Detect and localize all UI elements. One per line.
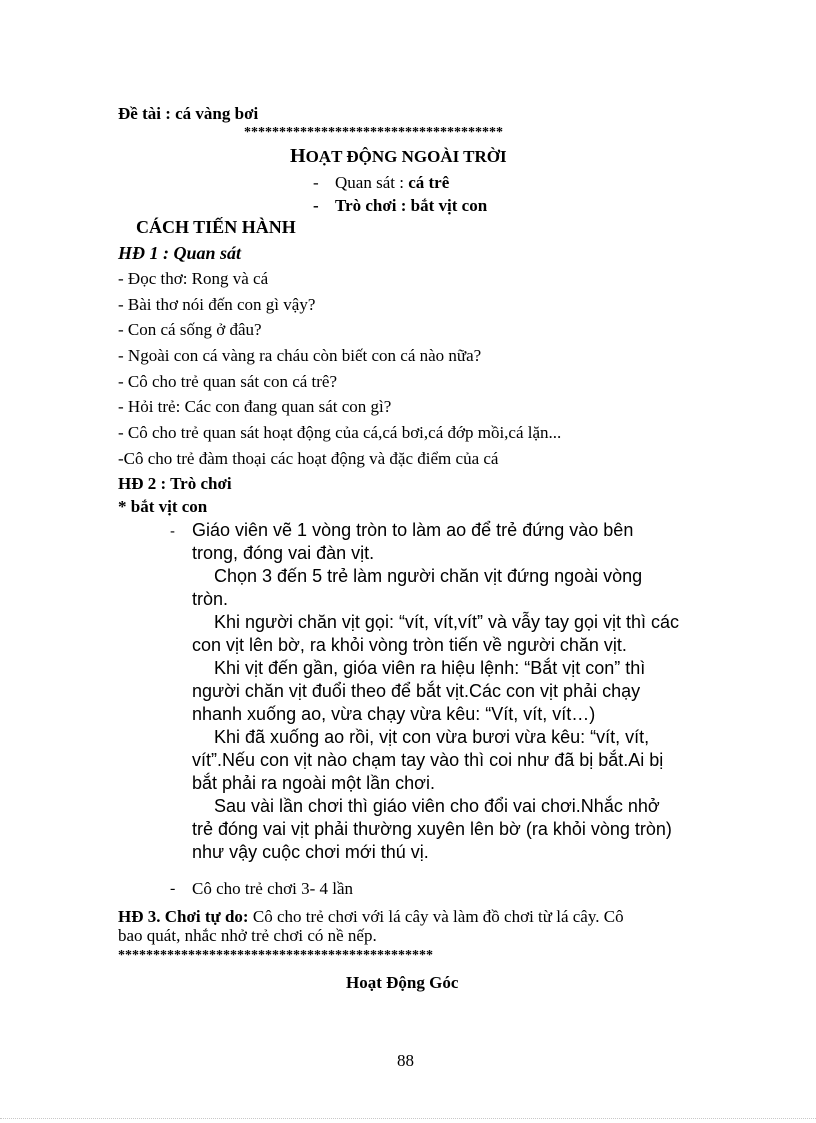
outdoor-bullet-game — [313, 196, 487, 216]
hd3-line-2: bao quát, nhắc nhở trẻ chơi có nề nếp. — [118, 926, 377, 945]
hd2-line: Khi người chăn vịt gọi: “vít, vít,vít” và vẫy tay gọi vịt thì các — [214, 612, 680, 632]
hd2-line: Chọn 3 đến 5 trẻ làm người chăn vịt đứng ngoài vòng — [214, 566, 643, 586]
hd2-line: Sau vài lần chơi thì giáo viên cho đổi vai chơi.Nhắc nhở — [214, 796, 660, 816]
hd2-line: nhanh xuống ao, vừa chạy vừa kêu: “Vít, vít, vít…) — [192, 704, 596, 724]
hd2-line: Giáo viên vẽ 1 vòng tròn to làm ao để trẻ đứng vào bên — [192, 520, 634, 540]
separator-bottom: ********************************************* — [118, 948, 433, 963]
hd1-line: - Cô cho trẻ quan sát con cá trê? — [118, 372, 338, 391]
topic-line — [118, 104, 258, 124]
hd2-repeat-line: Cô cho trẻ chơi 3- 4 lần — [192, 879, 354, 898]
hd2-line: tròn. — [192, 589, 229, 609]
hd1-line: - Hỏi trẻ: Các con đang quan sát con gì? — [118, 397, 392, 416]
hd3-line-1 — [118, 907, 624, 927]
outdoor-bullet-dash: - — [313, 173, 319, 192]
outdoor-bullet-label: Trò chơi : — [335, 196, 407, 215]
method-heading: CÁCH TIẾN HÀNH — [136, 217, 296, 237]
page-number: 88 — [397, 1051, 414, 1070]
hd2-line: vít”.Nếu con vịt nào chạm tay vào thì coi như đã bị bắt.Ai bị — [192, 750, 664, 770]
hd2-line: con vịt lên bờ, ra khỏi vòng tròn tiến về người chăn vịt. — [192, 635, 627, 655]
topic-value: cá vàng bơi — [175, 104, 259, 123]
hd2-repeat-dash: - — [170, 880, 176, 897]
outdoor-title — [290, 145, 507, 168]
hd1-line: - Ngoài con cá vàng ra cháu còn biết con cá nào nữa? — [118, 346, 482, 365]
hd2-heading: HĐ 2 : Trò chơi — [118, 474, 232, 493]
outdoor-title-initial: H — [290, 145, 306, 167]
hd1-line: - Cô cho trẻ quan sát hoạt động của cá,cá bơi,cá đớp mồi,cá lặn... — [118, 423, 562, 442]
hd2-bullet-dash: - — [170, 523, 175, 540]
hd2-line: trẻ đóng vai vịt phải thường xuyên lên bờ (ra khỏi vòng tròn) — [192, 819, 672, 839]
hd2-line: bắt phải ra ngoài một lần chơi. — [192, 773, 435, 793]
hd2-line: như vậy cuộc chơi mới thú vị. — [192, 842, 429, 862]
hd2-game-title: * bắt vịt con — [118, 497, 208, 516]
corner-heading: Hoạt Động Góc — [346, 973, 459, 992]
topic-label: Đề tài : — [118, 104, 171, 123]
hd1-line: - Bài thơ nói đến con gì vậy? — [118, 295, 316, 314]
page-bottom-border — [0, 1118, 816, 1119]
hd2-line: Khi vịt đến gần, gióa viên ra hiệu lệnh: “Bắt vịt con” thì — [214, 658, 646, 678]
hd2-line: người chăn vịt đuổi theo để bắt vịt.Các con vịt phải chạy — [192, 681, 641, 701]
hd3-heading: HĐ 3. Chơi tự do: — [118, 907, 249, 926]
hd3-text: Cô cho trẻ chơi với lá cây và làm đồ chơi từ lá cây. Cô — [248, 907, 624, 926]
hd2-line: Khi đã xuống ao rồi, vịt con vừa bươi vừa kêu: “vít, vít, — [214, 727, 650, 747]
hd1-line: - Đọc thơ: Rong và cá — [118, 269, 269, 288]
hd1-heading: HĐ 1 : Quan sát — [118, 243, 242, 263]
outdoor-bullet-label: Quan sát : — [335, 173, 404, 192]
outdoor-title-rest: OẠT ĐỘNG NGOÀI TRỜI — [305, 147, 507, 166]
outdoor-bullet-dash: - — [313, 196, 319, 215]
outdoor-bullet-observe — [313, 173, 449, 193]
hd1-line: -Cô cho trẻ đàm thoại các hoạt động và đặc điểm của cá — [118, 449, 499, 468]
outdoor-bullet-value: cá trê — [408, 173, 450, 192]
hd1-line: - Con cá sống ở đâu? — [118, 320, 262, 339]
outdoor-bullet-value: bắt vịt con — [410, 196, 488, 215]
hd2-line: trong, đóng vai đàn vịt. — [192, 543, 375, 563]
separator-top: ************************************* — [244, 125, 503, 140]
